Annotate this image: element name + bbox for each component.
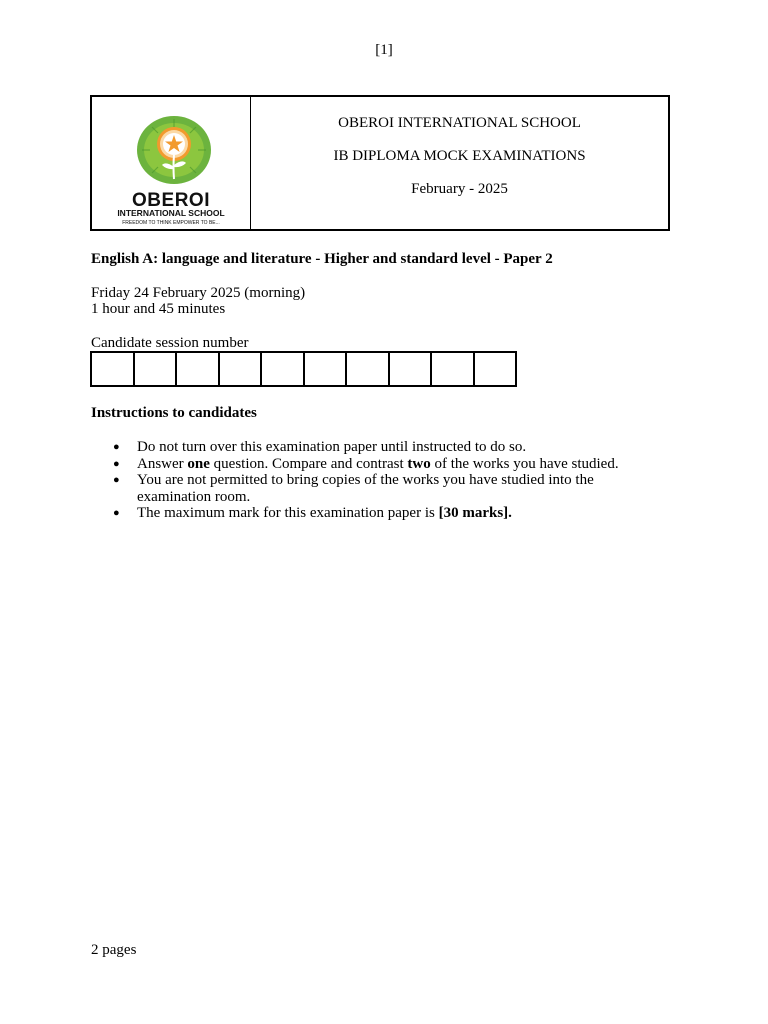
page-number: [1] [375,42,393,58]
subject-title: English A: language and literature - Higher and standard level - Paper 2 [91,251,553,267]
session-number-box[interactable] [177,353,220,385]
instruction-item [113,472,653,505]
exam-date: Friday 24 February 2025 (morning) [91,285,306,301]
instructions-list [113,439,653,522]
exam-header [90,95,670,231]
session-number-box[interactable] [262,353,305,385]
exam-series: IB DIPLOMA MOCK EXAMINATIONS [333,148,586,164]
session-number-box[interactable] [305,353,348,385]
instruction-text: question. Compare and contrast [209,455,408,472]
instruction-text: of the works you have studied. [430,455,619,472]
exam-duration: 1 hour and 45 minutes [91,301,226,317]
school-logo [92,97,251,229]
session-number-box[interactable] [475,353,518,385]
session-number-box[interactable] [390,353,433,385]
instruction-item [113,439,653,456]
exam-session: February - 2025 [411,181,508,197]
instruction-text: Do not turn over this examination paper until instructed to do so. [137,439,527,455]
school-name: OBEROI INTERNATIONAL SCHOOL [338,115,581,131]
session-number-box[interactable] [92,353,135,385]
session-number-box[interactable] [347,353,390,385]
instruction-text: You are not permitted to bring copies of the works you have studied into the examination room. [137,472,594,505]
bullet-icon: ● [113,441,120,453]
instruction-item [113,456,653,473]
logo-emblem-icon [136,115,212,187]
emphasis-text: two [407,455,431,472]
header-titles [251,97,668,229]
page-count: 2 pages [91,942,137,958]
instruction-text: The maximum mark for this examination paper is [137,505,439,521]
bullet-icon: ● [113,474,120,486]
bullet-icon: ● [113,457,120,470]
emphasis-text: [30 marks]. [438,505,512,521]
logo-tagline: FREEDOM TO THINK EMPOWER TO BE... [122,220,220,226]
session-number-box[interactable] [220,353,263,385]
instruction-item [113,505,653,522]
session-number-label: Candidate session number [91,335,249,351]
session-number-box[interactable] [135,353,178,385]
logo-wordmark: OBEROI [132,190,210,211]
logo-subtitle: INTERNATIONAL SCHOOL [117,208,225,218]
bullet-icon: ● [113,507,120,519]
instruction-text: Answer [137,455,188,472]
session-number-box[interactable] [432,353,475,385]
instructions-heading: Instructions to candidates [91,405,257,421]
session-number-grid [90,351,517,387]
emphasis-text: one [187,455,210,472]
